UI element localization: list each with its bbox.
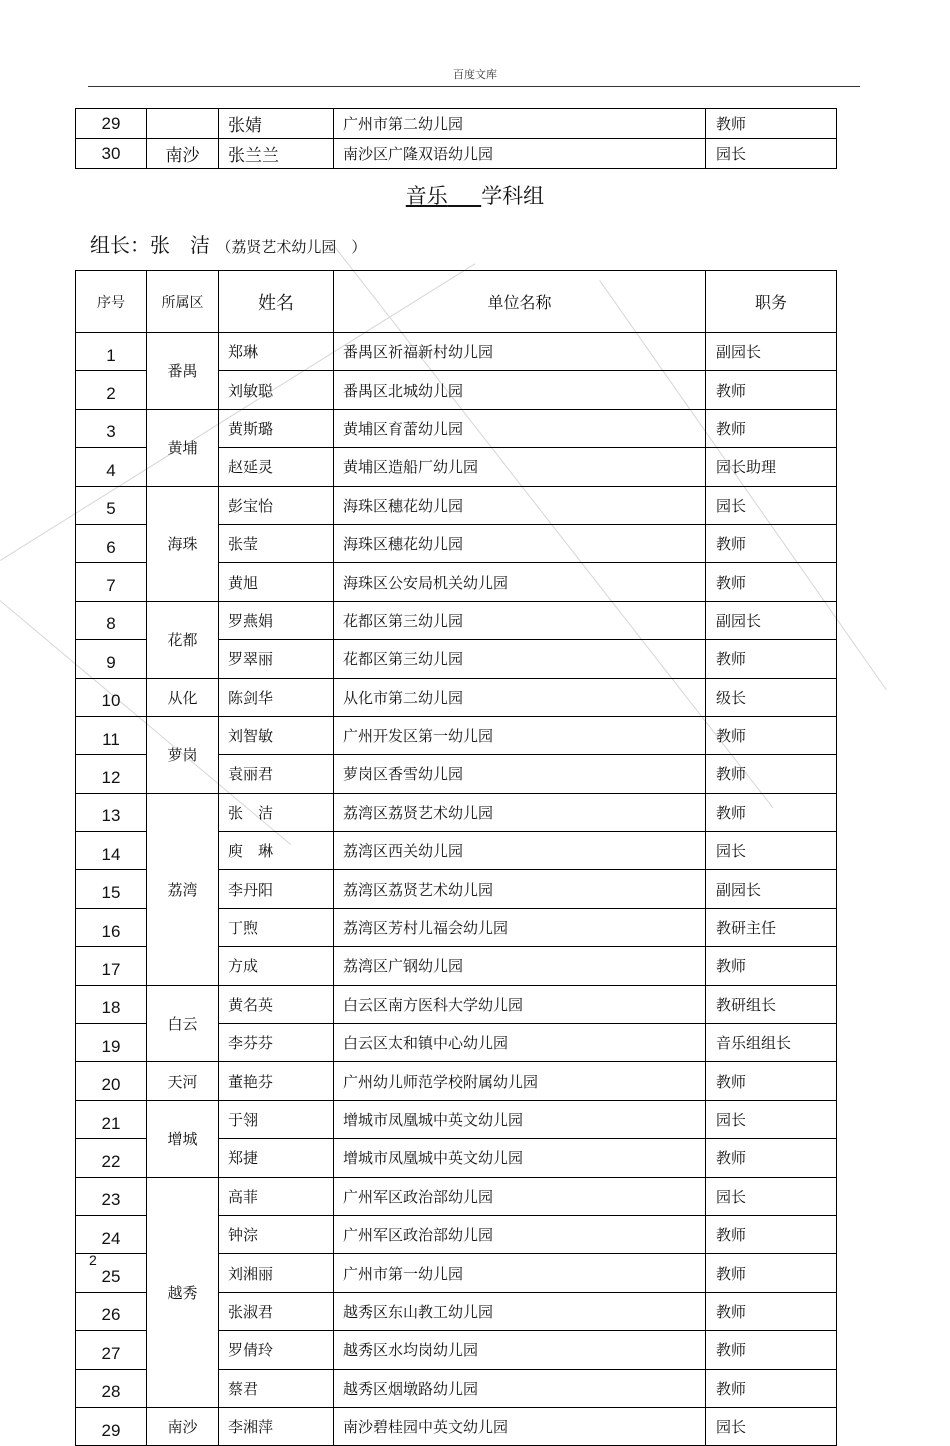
position-cell: 级长 (706, 678, 837, 716)
row-number: 17 (76, 947, 147, 985)
row-number: 15 (76, 870, 147, 908)
position-cell: 园长 (706, 1177, 837, 1215)
district-cell: 花都 (147, 601, 219, 678)
district-cell (147, 109, 219, 139)
table-row (76, 1407, 837, 1445)
position-cell: 教研组长 (706, 985, 837, 1023)
org-cell: 荔湾区荔贤艺术幼儿园 (334, 870, 706, 908)
name-cell: 李丹阳 (219, 870, 334, 908)
org-cell: 白云区南方医科大学幼儿园 (334, 985, 706, 1023)
group-leader (90, 229, 366, 258)
row-number: 22 (76, 1139, 147, 1177)
row-number: 9 (76, 640, 147, 678)
name-cell: 郑琳 (219, 333, 334, 371)
name-cell: 高菲 (219, 1177, 334, 1215)
district-cell: 荔湾 (147, 793, 219, 985)
row-number: 29 (76, 109, 147, 139)
row-number: 24 (76, 1215, 147, 1253)
subject-name: 音乐 (405, 184, 448, 208)
district-cell: 越秀 (147, 1177, 219, 1407)
table-row (76, 793, 837, 831)
position-cell: 教师 (706, 947, 837, 985)
org-cell: 番禺区祈福新村幼儿园 (334, 333, 706, 371)
name-cell: 钟淙 (219, 1215, 334, 1253)
district-cell: 萝岗 (147, 716, 219, 793)
row-number: 1 (76, 333, 147, 371)
table-row (76, 486, 837, 524)
table-row (76, 1177, 837, 1215)
row-number: 7 (76, 563, 147, 601)
position-cell: 教师 (706, 1062, 837, 1100)
district-cell: 天河 (147, 1062, 219, 1100)
position-cell: 教师 (706, 409, 837, 447)
org-cell: 南沙碧桂园中英文幼儿园 (334, 1407, 706, 1445)
row-number: 28 (76, 1369, 147, 1407)
row-number: 27 (76, 1331, 147, 1369)
position-cell: 教师 (706, 563, 837, 601)
name-cell: 庾 琳 (219, 832, 334, 870)
position-cell: 教师 (706, 1331, 837, 1369)
row-number: 23 (76, 1177, 147, 1215)
position-cell: 园长助理 (706, 448, 837, 486)
org-cell: 番禺区北城幼儿园 (334, 371, 706, 409)
org-cell: 荔湾区西关幼儿园 (334, 832, 706, 870)
position-cell: 园长 (706, 832, 837, 870)
org-cell: 从化市第二幼儿园 (334, 678, 706, 716)
table-row (76, 109, 837, 139)
table-row (76, 985, 837, 1023)
position-cell: 教师 (706, 1292, 837, 1330)
org-cell: 越秀区水均岗幼儿园 (334, 1331, 706, 1369)
name-cell: 蔡君 (219, 1369, 334, 1407)
header-divider (88, 86, 860, 87)
name-cell: 黄斯璐 (219, 409, 334, 447)
position-cell: 教研主任 (706, 908, 837, 946)
district-cell: 从化 (147, 678, 219, 716)
position-cell: 园长 (706, 139, 837, 169)
name-cell: 郑捷 (219, 1139, 334, 1177)
row-number: 29 (76, 1407, 147, 1445)
district-cell: 南沙 (147, 139, 219, 169)
table-row (76, 409, 837, 447)
position-cell: 教师 (706, 371, 837, 409)
org-cell: 黄埔区育蕾幼儿园 (334, 409, 706, 447)
position-cell: 教师 (706, 640, 837, 678)
org-cell: 广州市第二幼儿园 (334, 109, 706, 139)
column-header-name: 姓名 (219, 271, 334, 333)
district-cell: 南沙 (147, 1407, 219, 1445)
column-header-district: 所属区 (147, 271, 219, 333)
name-cell: 罗翠丽 (219, 640, 334, 678)
position-cell: 副园长 (706, 601, 837, 639)
row-number: 25 (76, 1254, 147, 1292)
name-cell: 赵延灵 (219, 448, 334, 486)
row-number: 16 (76, 908, 147, 946)
name-cell: 丁煦 (219, 908, 334, 946)
position-cell: 音乐组组长 (706, 1024, 837, 1062)
org-cell: 黄埔区造船厂幼儿园 (334, 448, 706, 486)
name-cell: 张淑君 (219, 1292, 334, 1330)
row-number: 5 (76, 486, 147, 524)
name-cell: 张莹 (219, 524, 334, 562)
position-cell: 教师 (706, 109, 837, 139)
table-row (76, 333, 837, 371)
name-cell: 李湘萍 (219, 1407, 334, 1445)
position-cell: 教师 (706, 1369, 837, 1407)
name-cell: 罗倩玲 (219, 1331, 334, 1369)
row-number: 8 (76, 601, 147, 639)
district-cell: 海珠 (147, 486, 219, 601)
position-cell: 园长 (706, 1407, 837, 1445)
org-cell: 增城市凤凰城中英文幼儿园 (334, 1100, 706, 1138)
position-cell: 园长 (706, 486, 837, 524)
name-cell: 董艳芬 (219, 1062, 334, 1100)
member-table (75, 270, 837, 1446)
org-cell: 增城市凤凰城中英文幼儿园 (334, 1139, 706, 1177)
table-row (76, 601, 837, 639)
name-cell: 罗燕娟 (219, 601, 334, 639)
org-cell: 花都区第三幼儿园 (334, 601, 706, 639)
row-number: 6 (76, 524, 147, 562)
row-number: 18 (76, 985, 147, 1023)
position-cell: 园长 (706, 1100, 837, 1138)
position-cell: 副园长 (706, 870, 837, 908)
column-header-position: 职务 (706, 271, 837, 333)
row-number: 26 (76, 1292, 147, 1330)
org-cell: 海珠区公安局机关幼儿园 (334, 563, 706, 601)
district-cell: 番禺 (147, 333, 219, 410)
position-cell: 教师 (706, 1215, 837, 1253)
name-cell: 刘智敏 (219, 716, 334, 754)
name-cell: 张兰兰 (219, 139, 334, 169)
name-cell: 刘敏聪 (219, 371, 334, 409)
org-cell: 越秀区东山教工幼儿园 (334, 1292, 706, 1330)
org-cell: 海珠区穗花幼儿园 (334, 524, 706, 562)
org-cell: 海珠区穗花幼儿园 (334, 486, 706, 524)
position-cell: 教师 (706, 1139, 837, 1177)
district-cell: 白云 (147, 985, 219, 1062)
table-header-row (76, 271, 837, 333)
name-cell: 刘湘丽 (219, 1254, 334, 1292)
org-cell: 白云区太和镇中心幼儿园 (334, 1024, 706, 1062)
row-number: 10 (76, 678, 147, 716)
org-cell: 广州幼儿师范学校附属幼儿园 (334, 1062, 706, 1100)
org-cell: 荔湾区芳村儿福会幼儿园 (334, 908, 706, 946)
name-cell: 黄名英 (219, 985, 334, 1023)
org-cell: 荔湾区荔贤艺术幼儿园 (334, 793, 706, 831)
name-cell: 李芬芬 (219, 1024, 334, 1062)
column-header-org: 单位名称 (334, 271, 706, 333)
org-cell: 广州军区政治部幼儿园 (334, 1177, 706, 1215)
name-cell: 于翎 (219, 1100, 334, 1138)
org-cell: 广州军区政治部幼儿园 (334, 1215, 706, 1253)
row-number: 11 (76, 716, 147, 754)
district-cell: 黄埔 (147, 409, 219, 486)
leader-note: （荔贤艺术幼儿园 ） (216, 238, 367, 256)
name-cell: 方成 (219, 947, 334, 985)
name-cell: 黄旭 (219, 563, 334, 601)
district-cell: 增城 (147, 1100, 219, 1177)
row-number: 13 (76, 793, 147, 831)
name-cell: 袁丽君 (219, 755, 334, 793)
page-header: 百度文库 (453, 68, 497, 81)
position-cell: 教师 (706, 524, 837, 562)
table-row (76, 1062, 837, 1100)
row-number: 20 (76, 1062, 147, 1100)
table-row (76, 678, 837, 716)
row-number: 2 (76, 371, 147, 409)
position-cell: 教师 (706, 755, 837, 793)
row-number: 30 (76, 139, 147, 169)
org-cell: 萝岗区香雪幼儿园 (334, 755, 706, 793)
row-number: 12 (76, 755, 147, 793)
row-number: 19 (76, 1024, 147, 1062)
column-header-no: 序号 (76, 271, 147, 333)
page-number: 2 (89, 1252, 97, 1268)
section-title (0, 180, 950, 210)
table-row (76, 139, 837, 169)
position-cell: 教师 (706, 793, 837, 831)
table-row (76, 1100, 837, 1138)
row-number: 21 (76, 1100, 147, 1138)
name-cell: 陈剑华 (219, 678, 334, 716)
org-cell: 广州开发区第一幼儿园 (334, 716, 706, 754)
position-cell: 副园长 (706, 333, 837, 371)
org-cell: 花都区第三幼儿园 (334, 640, 706, 678)
org-cell: 越秀区烟墩路幼儿园 (334, 1369, 706, 1407)
continued-table (75, 108, 837, 169)
row-number: 14 (76, 832, 147, 870)
row-number: 3 (76, 409, 147, 447)
table-row (76, 716, 837, 754)
leader-label: 组长：张 洁 (90, 233, 210, 257)
name-cell: 张婧 (219, 109, 334, 139)
org-cell: 南沙区广隆双语幼儿园 (334, 139, 706, 169)
subject-suffix: 学科组 (481, 184, 545, 208)
position-cell: 教师 (706, 1254, 837, 1292)
org-cell: 广州市第一幼儿园 (334, 1254, 706, 1292)
name-cell: 彭宝怡 (219, 486, 334, 524)
org-cell: 荔湾区广钢幼儿园 (334, 947, 706, 985)
position-cell: 教师 (706, 716, 837, 754)
name-cell: 张 洁 (219, 793, 334, 831)
row-number: 4 (76, 448, 147, 486)
